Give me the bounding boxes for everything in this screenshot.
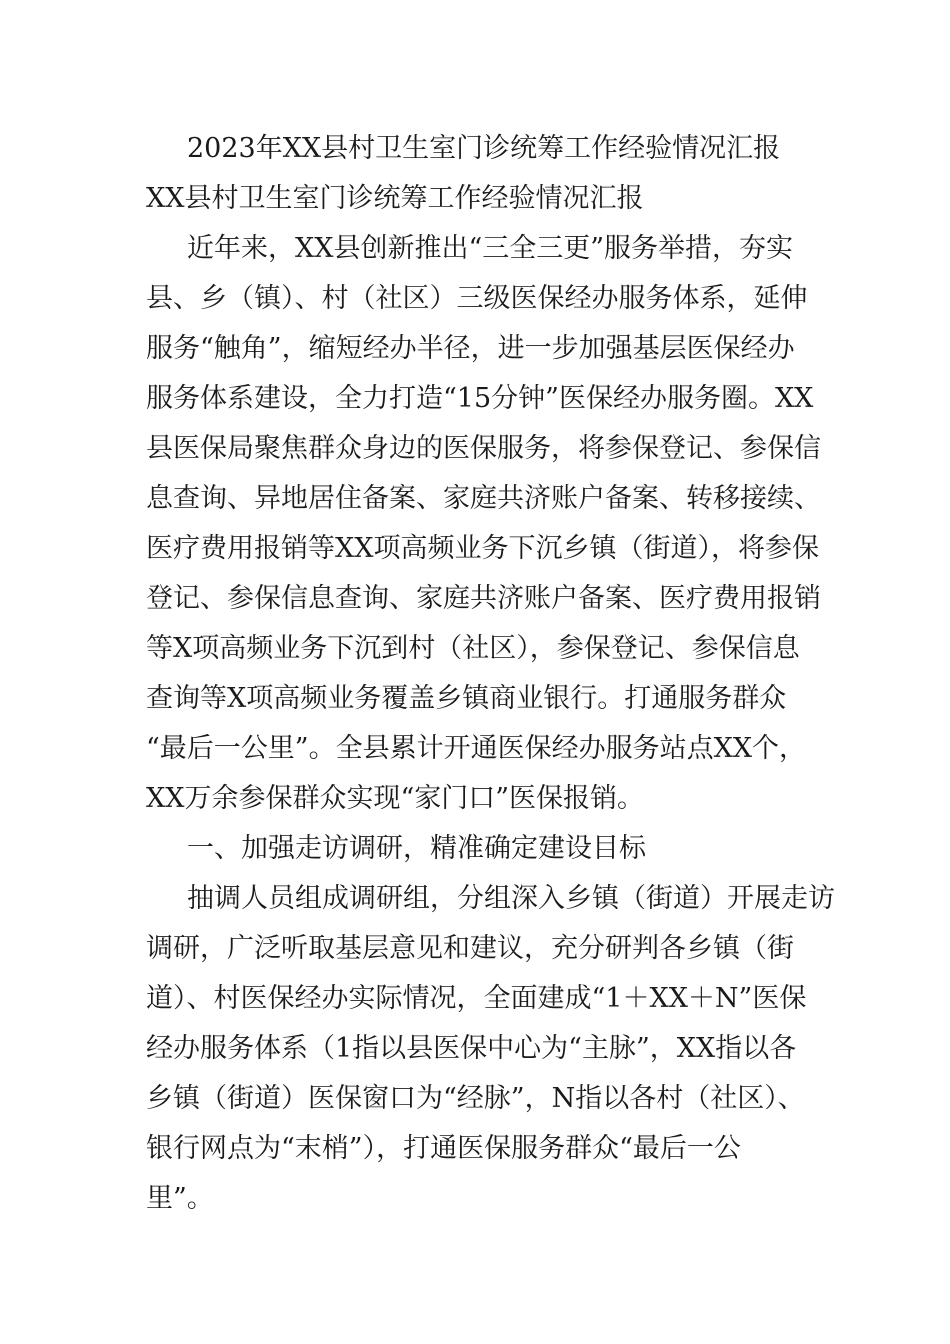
paragraph-line: 银行网点为“末梢”），打通医保服务群众“最后一公 [146,1133,741,1164]
paragraph-line: 县医保局聚焦群众身边的医保服务，将参保登记、参保信 [146,433,821,464]
paragraph-line: 经办服务体系（1指以县医保中心为“主脉”，XX指以各 [146,1033,797,1064]
paragraph-line: 登记、参保信息查询、家庭共济账户备案、医疗费用报销 [146,583,821,614]
paragraph-line: “最后一公里”。全县累计开通医保经办服务站点XX个， [146,733,807,764]
paragraph-line: XX万余参保群众实现“家门口”医保报销。 [146,783,645,814]
paragraph-line: 调研，广泛听取基层意见和建议，充分研判各乡镇（街 [146,933,794,964]
paragraph-line: 息查询、异地居住备案、家庭共济账户备案、转移接续、 [146,483,821,514]
paragraph-line: 近年来，XX县创新推出“三全三更”服务举措，夯实 [187,233,794,264]
paragraph-line: 里”。 [146,1183,214,1214]
paragraph-line: 等X项高频业务下沉到村（社区），参保登记、参保信息 [146,633,800,664]
section-heading: 一、加强走访调研，精准确定建设目标 [187,833,646,864]
paragraph-line: 抽调人员组成调研组，分组深入乡镇（街道）开展走访 [187,883,835,914]
paragraph-line: 县、乡（镇）、村（社区）三级医保经办服务体系，延伸 [146,283,808,314]
paragraph-line: 服务体系建设，全力打造“15分钟”医保经办服务圈。XX [146,383,814,414]
paragraph-line: 道）、村医保经办实际情况，全面建成“1＋XX＋N”医保 [146,983,807,1014]
paragraph-line: 乡镇（街道）医保窗口为“经脉”，N指以各村（社区）、 [146,1083,805,1114]
paragraph-line: 医疗费用报销等XX项高频业务下沉乡镇（街道），将参保 [146,533,819,564]
paragraph-line: 查询等X项高频业务覆盖乡镇商业银行。打通服务群众 [146,683,787,714]
document-subtitle: XX县村卫生室门诊统筹工作经验情况汇报 [146,183,644,214]
document-title: 2023年XX县村卫生室门诊统筹工作经验情况汇报 [187,133,781,164]
paragraph-line: 服务“触角”，缩短经办半径，进一步加强基层医保经办 [146,333,795,364]
